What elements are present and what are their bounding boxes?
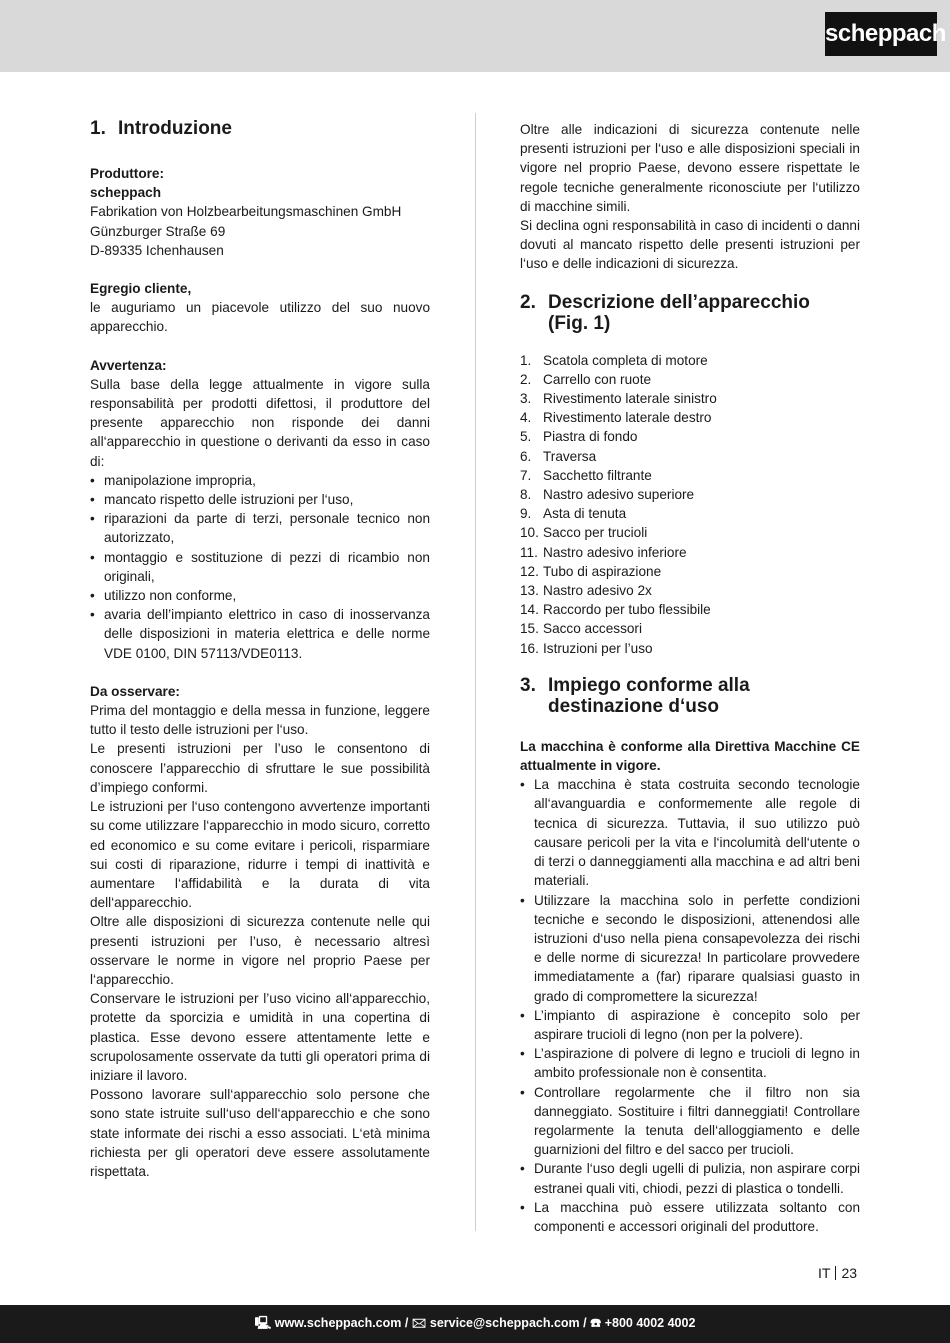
list-item: • utilizzo non conforme, <box>90 586 430 605</box>
list-item: 9. Asta di tenuta <box>520 506 627 522</box>
right-column <box>520 120 860 1236</box>
list-item: 12. Tubo di aspirazione <box>520 563 662 579</box>
parts-list <box>520 351 860 658</box>
observe-label: Da osservare: <box>90 683 180 699</box>
section-3-heading: 3. Impiego conforme alla destinazione d‘uso <box>520 674 750 717</box>
list-item: • montaggio e sostituzione di pezzi di ricambio non originali, <box>90 548 430 586</box>
list-item: 6. Traversa <box>520 448 597 464</box>
producer-line: Fabrikation von Holzbearbeitungsmaschinen GmbH <box>90 204 402 220</box>
intro-paragraph: Oltre alle indicazioni di sicurezza contenute nelle presenti istruzioni per l‘uso e alle disposizioni speciali in vigore nel proprio Paese, devono essere rispettate le regole tecniche generalmente riconosciute per l‘utilizzo di macchine simili. <box>520 122 860 214</box>
list-item: • L’impianto di aspirazione è concepito solo per aspirare trucioli di legno (non per la polvere). <box>520 1006 860 1044</box>
observe-paragraph: Conservare le istruzioni per l’uso vicino all‘apparecchio, protette da sporcizia e umidità in una copertina di plastica. Esse devono essere attentamente lette e scrupolosamente osservate da tutti gli operatori prima di iniziare il lavoro. <box>90 991 430 1083</box>
observe-paragraph: Prima del montaggio e della messa in funzione, leggere tutto il testo delle istruzioni per l‘uso. <box>90 703 430 738</box>
list-item: 14. Raccordo per tubo flessibile <box>520 602 711 618</box>
section-1-heading: 1. Introduzione <box>90 118 232 139</box>
list-item: 13. Nastro adesivo 2x <box>520 583 652 599</box>
producer-line: Günzburger Straße 69 <box>90 223 226 239</box>
usage-list <box>520 775 860 1236</box>
warning-text: Sulla base della legge attualmente in vigore sulla responsabilità per prodotti difettosi, il produttore del presente apparecchio non risponde dei danni all‘apparecchio in questione o derivanti da esso in caso di: <box>90 376 430 469</box>
producer-name: scheppach <box>90 185 162 201</box>
list-item: • mancato rispetto delle istruzioni per l‘uso, <box>90 490 430 509</box>
list-item: 16. Istruzioni per l’uso <box>520 640 653 656</box>
column-divider <box>475 113 476 1231</box>
list-item: 4. Rivestimento laterale destro <box>520 410 712 426</box>
producer-line: D-89335 Ichenhausen <box>90 242 224 258</box>
list-item: 7. Sacchetto filtrante <box>520 467 652 483</box>
scheppach-logo: scheppach <box>825 12 937 56</box>
list-item: 1. Scatola completa di motore <box>520 352 708 368</box>
directive-text: La macchina è conforme alla Direttiva Macchine CE attualmente in vigore. <box>520 738 860 774</box>
greeting-label: Egregio cliente, <box>90 281 192 297</box>
list-item: • manipolazione impropria, <box>90 471 430 490</box>
warning-label: Avvertenza: <box>90 357 167 373</box>
observe-paragraph: Le presenti istruzioni per l’uso le consentono di conoscere l’apparecchio di sfruttare le sue possibilità d’impiego conformi. <box>90 741 430 795</box>
observe-paragraph: Le istruzioni per l‘uso contengono avvertenze importanti su come utilizzare l‘apparecchio in modo sicuro, corretto ed economico e su come evitare i pericoli, risparmiare sui costi di riparazione, ridurre i tempi di inattività e aumentare l‘affidabilità e la durata di vita dell‘apparecchio. <box>90 799 430 911</box>
list-item: 11. Nastro adesivo inferiore <box>520 544 687 560</box>
list-item: • L’aspirazione di polvere di legno e trucioli di legno in ambito professionale non è consentita. <box>520 1044 860 1082</box>
greeting-text: le auguriamo un piacevole utilizzo del suo nuovo apparecchio. <box>90 300 430 335</box>
intro-paragraph: Si declina ogni responsabilità in caso di incidenti o danni dovuti al mancato rispetto delle presenti istruzioni per l‘uso e delle indicazioni di sicurezza. <box>520 218 860 272</box>
list-item: 2. Carrello con ruote <box>520 371 652 387</box>
observe-paragraph: Oltre alle disposizioni di sicurezza contenute nelle qui presenti istruzioni per l’uso, è necessario altresì osservare le norme in vigore nel proprio Paese per l‘apparecchio. <box>90 914 430 987</box>
list-item: • La macchina è stata costruita secondo tecnologie all‘avanguardia e conformemente alle regole di tecnica di sicurezza. Tuttavia, il suo utilizzo può causare pericoli per la vita e l‘incolumità dell‘utente o di terzi o danneggiamenti alla macchina e ad altri beni materiali. <box>520 775 860 890</box>
list-item: • Durante l‘uso degli ugelli di pulizia, non aspirare corpi estranei quali viti, chiodi, pezzi di plastica o tondelli. <box>520 1159 860 1197</box>
list-item: • La macchina può essere utilizzata soltanto con componenti e accessori originali del produttore. <box>520 1198 860 1236</box>
list-item: • Utilizzare la macchina solo in perfette condizioni tecniche e secondo le disposizioni, attenendosi alle istruzioni d‘uso nella piena consapevolezza dei rischi e delle norme di sicurezza! In particolare provvedere immediatamente a (far) riparare qualsiasi guasto in grado di compromettere la sicurezza! <box>520 891 860 1006</box>
section-2-heading: 2. Descrizione dell’apparecchio (Fig. 1) <box>520 291 810 334</box>
list-item: • Controllare regolarmente che il filtro non sia danneggiato. Sostituire i filtri danneggiati! Controllare regolarmente la tenuta dell‘alloggiamento e delle guarnizioni del filtro e del sacco per trucioli. <box>520 1083 860 1160</box>
list-item: 10. Sacco per trucioli <box>520 525 648 541</box>
list-item: 5. Piastra di fondo <box>520 429 638 445</box>
contact-text: 🖳 www.scheppach.com / 🖂 service@scheppach.com / ☎ +800 4002 4002 <box>254 1316 696 1330</box>
warning-list <box>90 471 430 663</box>
list-item: 15. Sacco accessori <box>520 621 642 637</box>
list-item: 3. Rivestimento laterale sinistro <box>520 391 717 407</box>
page-number: IT 23 <box>818 1265 858 1281</box>
contact-bar <box>0 1305 950 1343</box>
list-item: • riparazioni da parte di terzi, personale tecnico non autorizzato, <box>90 509 430 547</box>
header-band <box>0 0 950 72</box>
observe-paragraph: Possono lavorare sull‘apparecchio solo persone che sono state istruite sull‘uso dell‘apparecchio e che sono state informate dei rischi a esso associati. L‘età minima richiesta per gli operatori deve essere assolutamente rispettata. <box>90 1087 430 1179</box>
list-item: 8. Nastro adesivo superiore <box>520 487 695 503</box>
producer-label: Produttore: <box>90 166 165 181</box>
list-item: • avaria dell’impianto elettrico in caso di inosservanza delle disposizioni in materia elettrica e delle norme VDE 0100, DIN 57113/VDE0113. <box>90 605 430 663</box>
left-column <box>90 118 430 1181</box>
